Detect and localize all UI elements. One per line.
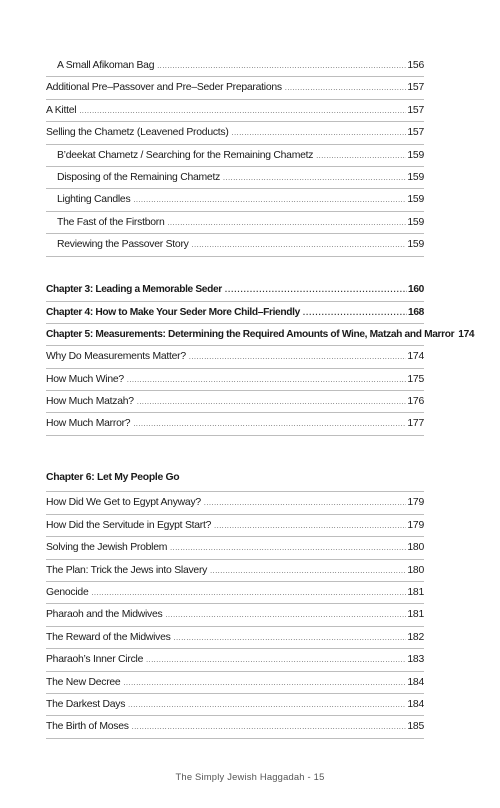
toc-entry-title: Why Do Measurements Matter?	[46, 351, 186, 363]
dot-leader	[91, 583, 406, 605]
dot-leader	[168, 213, 407, 235]
toc-entry[interactable]	[46, 604, 424, 626]
dot-leader	[189, 347, 406, 369]
toc-page-number: 181	[407, 587, 424, 598]
toc-entry[interactable]	[46, 582, 424, 604]
toc-page-number: 175	[407, 373, 424, 385]
toc-entry[interactable]	[46, 537, 424, 559]
toc-page-number: 181	[407, 609, 424, 621]
toc-page-number: 157	[407, 82, 424, 94]
toc-entry[interactable]	[46, 515, 424, 537]
toc-entry[interactable]	[46, 649, 424, 671]
toc-group-1	[46, 55, 424, 257]
toc-entry[interactable]	[46, 100, 424, 122]
toc-page-number: 159	[407, 239, 424, 251]
toc-entry[interactable]	[46, 369, 424, 391]
toc-page-number: 174	[458, 328, 475, 340]
toc-entry[interactable]	[46, 672, 424, 694]
toc-page-number: 159	[407, 216, 424, 228]
section-gap	[46, 257, 424, 280]
dot-leader	[204, 493, 406, 515]
dot-leader	[174, 628, 407, 650]
toc-entry-title: How Much Wine?	[46, 373, 124, 385]
toc-entry-title: Chapter 3: Leading a Memorable Seder	[46, 284, 222, 296]
dot-leader	[285, 78, 407, 100]
toc-entry-title: Pharaoh’s Inner Circle	[46, 654, 144, 666]
toc-page-number: 156	[407, 60, 424, 71]
toc-entry[interactable]	[46, 189, 424, 211]
dot-leader	[132, 717, 407, 739]
toc-entry-title: Selling the Chametz (Leavened Products)	[46, 127, 229, 139]
toc-entry[interactable]	[46, 77, 424, 99]
dot-leader	[214, 516, 406, 538]
toc-entry-title: The Reward of the Midwives	[46, 631, 171, 643]
toc-entry-title: Lighting Candles	[57, 194, 131, 206]
toc-entry[interactable]	[46, 145, 424, 167]
dot-leader	[133, 190, 406, 212]
toc-entry[interactable]	[46, 167, 424, 189]
toc-group-3	[46, 492, 424, 738]
toc-entry[interactable]	[46, 391, 424, 413]
toc-entry-title: How Did We Get to Egypt Anyway?	[46, 497, 201, 509]
dot-leader	[128, 695, 406, 717]
toc-page-number: 185	[407, 721, 424, 733]
toc-page-number: 159	[407, 194, 424, 206]
toc-entry-title: The Fast of the Firstborn	[57, 216, 165, 228]
toc-entry-title: Pharaoh and the Midwives	[46, 609, 163, 621]
toc-entry-title: Additional Pre–Passover and Pre–Seder Preparations	[46, 82, 282, 94]
table-of-contents	[46, 55, 475, 739]
toc-entry[interactable]	[46, 694, 424, 716]
toc-entry-title: A Small Afikoman Bag	[57, 60, 155, 71]
toc-page-number: 184	[407, 676, 424, 688]
toc-entry-title: How Much Marror?	[46, 418, 131, 430]
dot-leader	[133, 414, 406, 436]
toc-entry[interactable]	[46, 122, 424, 144]
toc-entry[interactable]	[46, 716, 424, 738]
chapter-6-heading: Chapter 6: Let My People Go	[46, 458, 424, 492]
toc-entry-title: The Plan: Trick the Jews into Slavery	[46, 564, 208, 576]
dot-leader	[232, 123, 407, 145]
section-gap	[46, 436, 424, 459]
toc-page-number: 177	[407, 418, 424, 430]
toc-page-number: 179	[407, 497, 424, 509]
toc-entry-title: Chapter 5: Measurements: Determining the Required Amounts of Wine, Matzah and Marror	[46, 328, 455, 340]
dot-leader	[170, 538, 406, 560]
toc-entry-title: The New Decree	[46, 676, 121, 688]
dot-leader	[316, 146, 406, 168]
toc-page-number: 180	[407, 564, 424, 576]
toc-page-number: 159	[407, 149, 424, 161]
toc-entry-title: How Did the Servitude in Egypt Start?	[46, 519, 212, 531]
dot-leader	[157, 56, 406, 78]
toc-page-number: 160	[408, 284, 424, 296]
toc-page-number: 174	[407, 351, 424, 363]
toc-chapter-entry[interactable]	[46, 324, 475, 346]
dot-leader	[223, 168, 406, 190]
toc-entry[interactable]	[46, 413, 424, 435]
toc-entry[interactable]	[46, 492, 424, 514]
toc-entry-title: Solving the Jewish Problem	[46, 542, 168, 554]
dot-leader	[192, 235, 407, 257]
toc-group-2	[46, 279, 475, 436]
dot-leader	[225, 279, 407, 301]
dot-leader	[303, 302, 407, 324]
toc-entry-title: Reviewing the Passover Story	[57, 239, 189, 251]
toc-entry[interactable]	[46, 346, 424, 368]
dot-leader	[79, 101, 406, 123]
toc-entry-title: A Kittel	[46, 104, 77, 116]
toc-entry-title: Chapter 4: How to Make Your Seder More Child–Friendly	[46, 306, 300, 318]
toc-page-number: 183	[407, 654, 424, 666]
toc-page-number: 157	[407, 127, 424, 139]
toc-entry[interactable]	[46, 212, 424, 234]
toc-page-number: 179	[407, 519, 424, 531]
toc-page-number: 180	[407, 542, 424, 554]
toc-page-number: 176	[407, 396, 424, 408]
toc-chapter-entry[interactable]	[46, 279, 424, 301]
toc-entry-title: Disposing of the Remaining Chametz	[57, 171, 221, 183]
toc-page-number: 182	[407, 631, 424, 643]
toc-chapter-entry[interactable]	[46, 302, 424, 324]
toc-entry-title: B’deekat Chametz / Searching for the Remaining Chametz	[57, 149, 314, 161]
toc-entry[interactable]	[46, 234, 424, 256]
page-footer: The Simply Jewish Haggadah - 15	[175, 771, 325, 782]
toc-page-number: 184	[407, 698, 424, 710]
toc-entry-title: How Much Matzah?	[46, 396, 134, 408]
dot-leader	[210, 561, 406, 583]
dot-leader	[146, 650, 406, 672]
toc-page-number: 157	[407, 104, 424, 116]
toc-page-number: 168	[408, 306, 424, 318]
toc-entry[interactable]	[46, 55, 424, 77]
toc-entry[interactable]	[46, 560, 424, 582]
toc-page-number: 159	[407, 171, 424, 183]
dot-leader	[123, 673, 406, 695]
toc-entry-title: The Darkest Days	[46, 698, 126, 710]
toc-entry[interactable]	[46, 627, 424, 649]
dot-leader	[127, 370, 406, 392]
toc-entry-title: The Birth of Moses	[46, 721, 129, 733]
dot-leader	[137, 392, 407, 414]
dot-leader	[165, 605, 406, 627]
toc-entry-title: Genocide	[46, 587, 89, 598]
